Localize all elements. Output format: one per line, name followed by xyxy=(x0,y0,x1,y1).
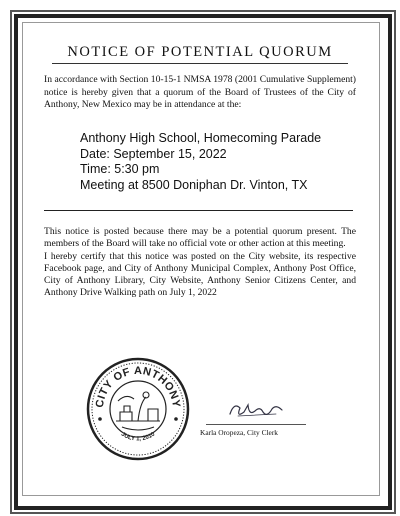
event-details xyxy=(80,131,321,193)
purpose-paragraph: This notice is posted because there may be a potential quorum present. The members of the Board will take no official vote or other action at this meeting. xyxy=(44,226,356,250)
signature-line xyxy=(206,424,306,425)
seal-top-text: CITY OF ANTHONY xyxy=(93,364,183,409)
svg-text:JULY 1, 2010 xyxy=(120,431,157,442)
section-divider xyxy=(44,210,353,211)
certification-paragraph: I hereby certify that this notice was posted on the City website, its respective Facebook page, and City of Anthony Municipal Complex, Anthony Post Office, City of Anthony Library, City Website, Anthony Senior Citizens Center, and Anthony Drive Walking path on July 1, 2022 xyxy=(44,250,356,299)
seal-bottom-text: JULY 1, 2010 xyxy=(119,431,157,443)
seal-emblem-icon xyxy=(116,392,160,430)
event-time: Time: 5:30 pm xyxy=(80,162,160,176)
svg-text:CITY OF ANTHONY xyxy=(94,365,182,409)
signer-name: Karla Oropeza, City Clerk xyxy=(200,428,278,437)
city-seal-icon xyxy=(86,357,190,461)
notice-body xyxy=(44,226,356,300)
event-date: Date: September 15, 2022 xyxy=(80,146,227,161)
handwritten-signature-icon xyxy=(226,396,286,426)
event-name: Anthony High School, Homecoming Parade xyxy=(80,131,322,145)
intro-paragraph: In accordance with Section 10-15-1 NMSA 1978 (2001 Cumulative Supplement) notice is hereby given that a quorum of the Board of Trustees of the City of Anthony, New Mexico may be in attendance at the: xyxy=(44,74,356,110)
event-location: Meeting at 8500 Doniphan Dr. Vinton, TX xyxy=(80,177,308,192)
title-divider xyxy=(52,63,348,64)
notice-title: NOTICE OF POTENTIAL QUORUM xyxy=(67,44,333,60)
